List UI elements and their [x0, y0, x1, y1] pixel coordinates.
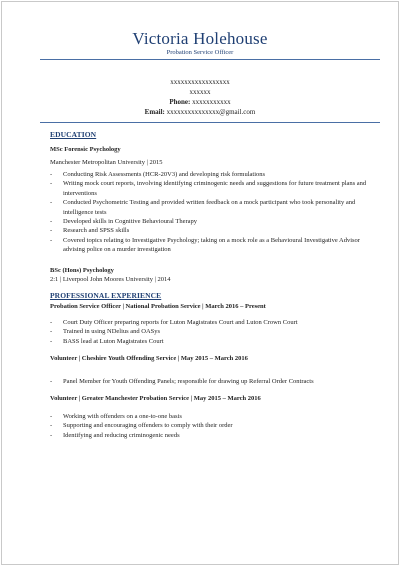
list-item: - BASS lead at Luton Magistrates Court: [50, 337, 164, 345]
list-item: - Conducting Risk Assessments (HCR-20V3) and developing risk formulations: [50, 171, 266, 178]
education-heading: EDUCATION: [50, 130, 97, 139]
degree1-title: MSc Forensic Psychology: [50, 146, 121, 153]
contact-address-line2: xxxxxx: [189, 88, 211, 96]
list-item: - Supporting and encouraging offenders to comply with their order: [50, 422, 233, 430]
experience-heading: PROFESSIONAL EXPERIENCE: [50, 291, 162, 300]
list-item: - Working with offenders on a one-to-one basis: [50, 413, 182, 420]
job2-title: Volunteer | Cheshire Youth Offending Service | May 2015 – March 2016: [50, 355, 248, 362]
job1-title: Probation Service Officer | National Probation Service | March 2016 – Present: [50, 303, 266, 310]
email-label: Email:: [144, 108, 165, 116]
candidate-title: Probation Service Officer: [166, 49, 234, 56]
degree2-title: BSc (Hons) Psychology: [50, 267, 114, 274]
list-item: - Conducted Psychometric Testing and provided written feedback on a mock participant who took personality and intelligence tests: [50, 199, 356, 216]
contact-email: [2, 108, 398, 117]
phone-value: xxxxxxxxxxx: [192, 98, 231, 106]
list-item: - Writing mock court reports, involving identifying criminogenic needs and suggestions for future treatment plans and interventions: [50, 180, 367, 197]
list-item: - Covered topics relating to Investigative Psychology; taking on a mock role as a Behavioural Investigative Advisor advising police on a murder investigation: [50, 236, 360, 254]
candidate-name: Victoria Holehouse: [132, 29, 268, 48]
degree1-institution: Manchester Metropolitan University | 2015: [50, 159, 163, 166]
phone-label: Phone:: [169, 98, 191, 106]
list-item: - Research and SPSS skills: [50, 227, 130, 235]
degree1-bullets: [50, 170, 380, 255]
contact-rule: [40, 122, 380, 123]
contact-phone: [2, 98, 398, 107]
contact-address-line1: xxxxxxxxxxxxxxxxx: [170, 78, 230, 86]
job1-bullets: [50, 318, 380, 346]
header-rule: [40, 59, 380, 60]
list-item: - Identifying and reducing criminogenic needs: [50, 431, 180, 439]
list-item: - Developed skills in Cognitive Behavioural Therapy: [50, 218, 198, 226]
list-item: - Panel Member for Youth Offending Panels; responsible for drawing up Referral Order Contracts: [50, 378, 314, 385]
email-value: xxxxxxxxxxxxxxx@gmail.com: [166, 108, 256, 116]
list-item: - Court Duty Officer preparing reports for Luton Magistrates Court and Luton Crown Court: [50, 319, 298, 326]
degree2-institution: 2:1 | Liverpool John Moores University | 2014: [50, 276, 171, 283]
job2-bullets: [50, 377, 380, 386]
job3-title: Volunteer | Greater Manchester Probation Service | May 2015 – March 2016: [50, 395, 261, 402]
resume-page: [1, 1, 399, 565]
list-item: - Trained in using NDelius and OASys: [50, 328, 161, 336]
job3-bullets: [50, 412, 380, 440]
